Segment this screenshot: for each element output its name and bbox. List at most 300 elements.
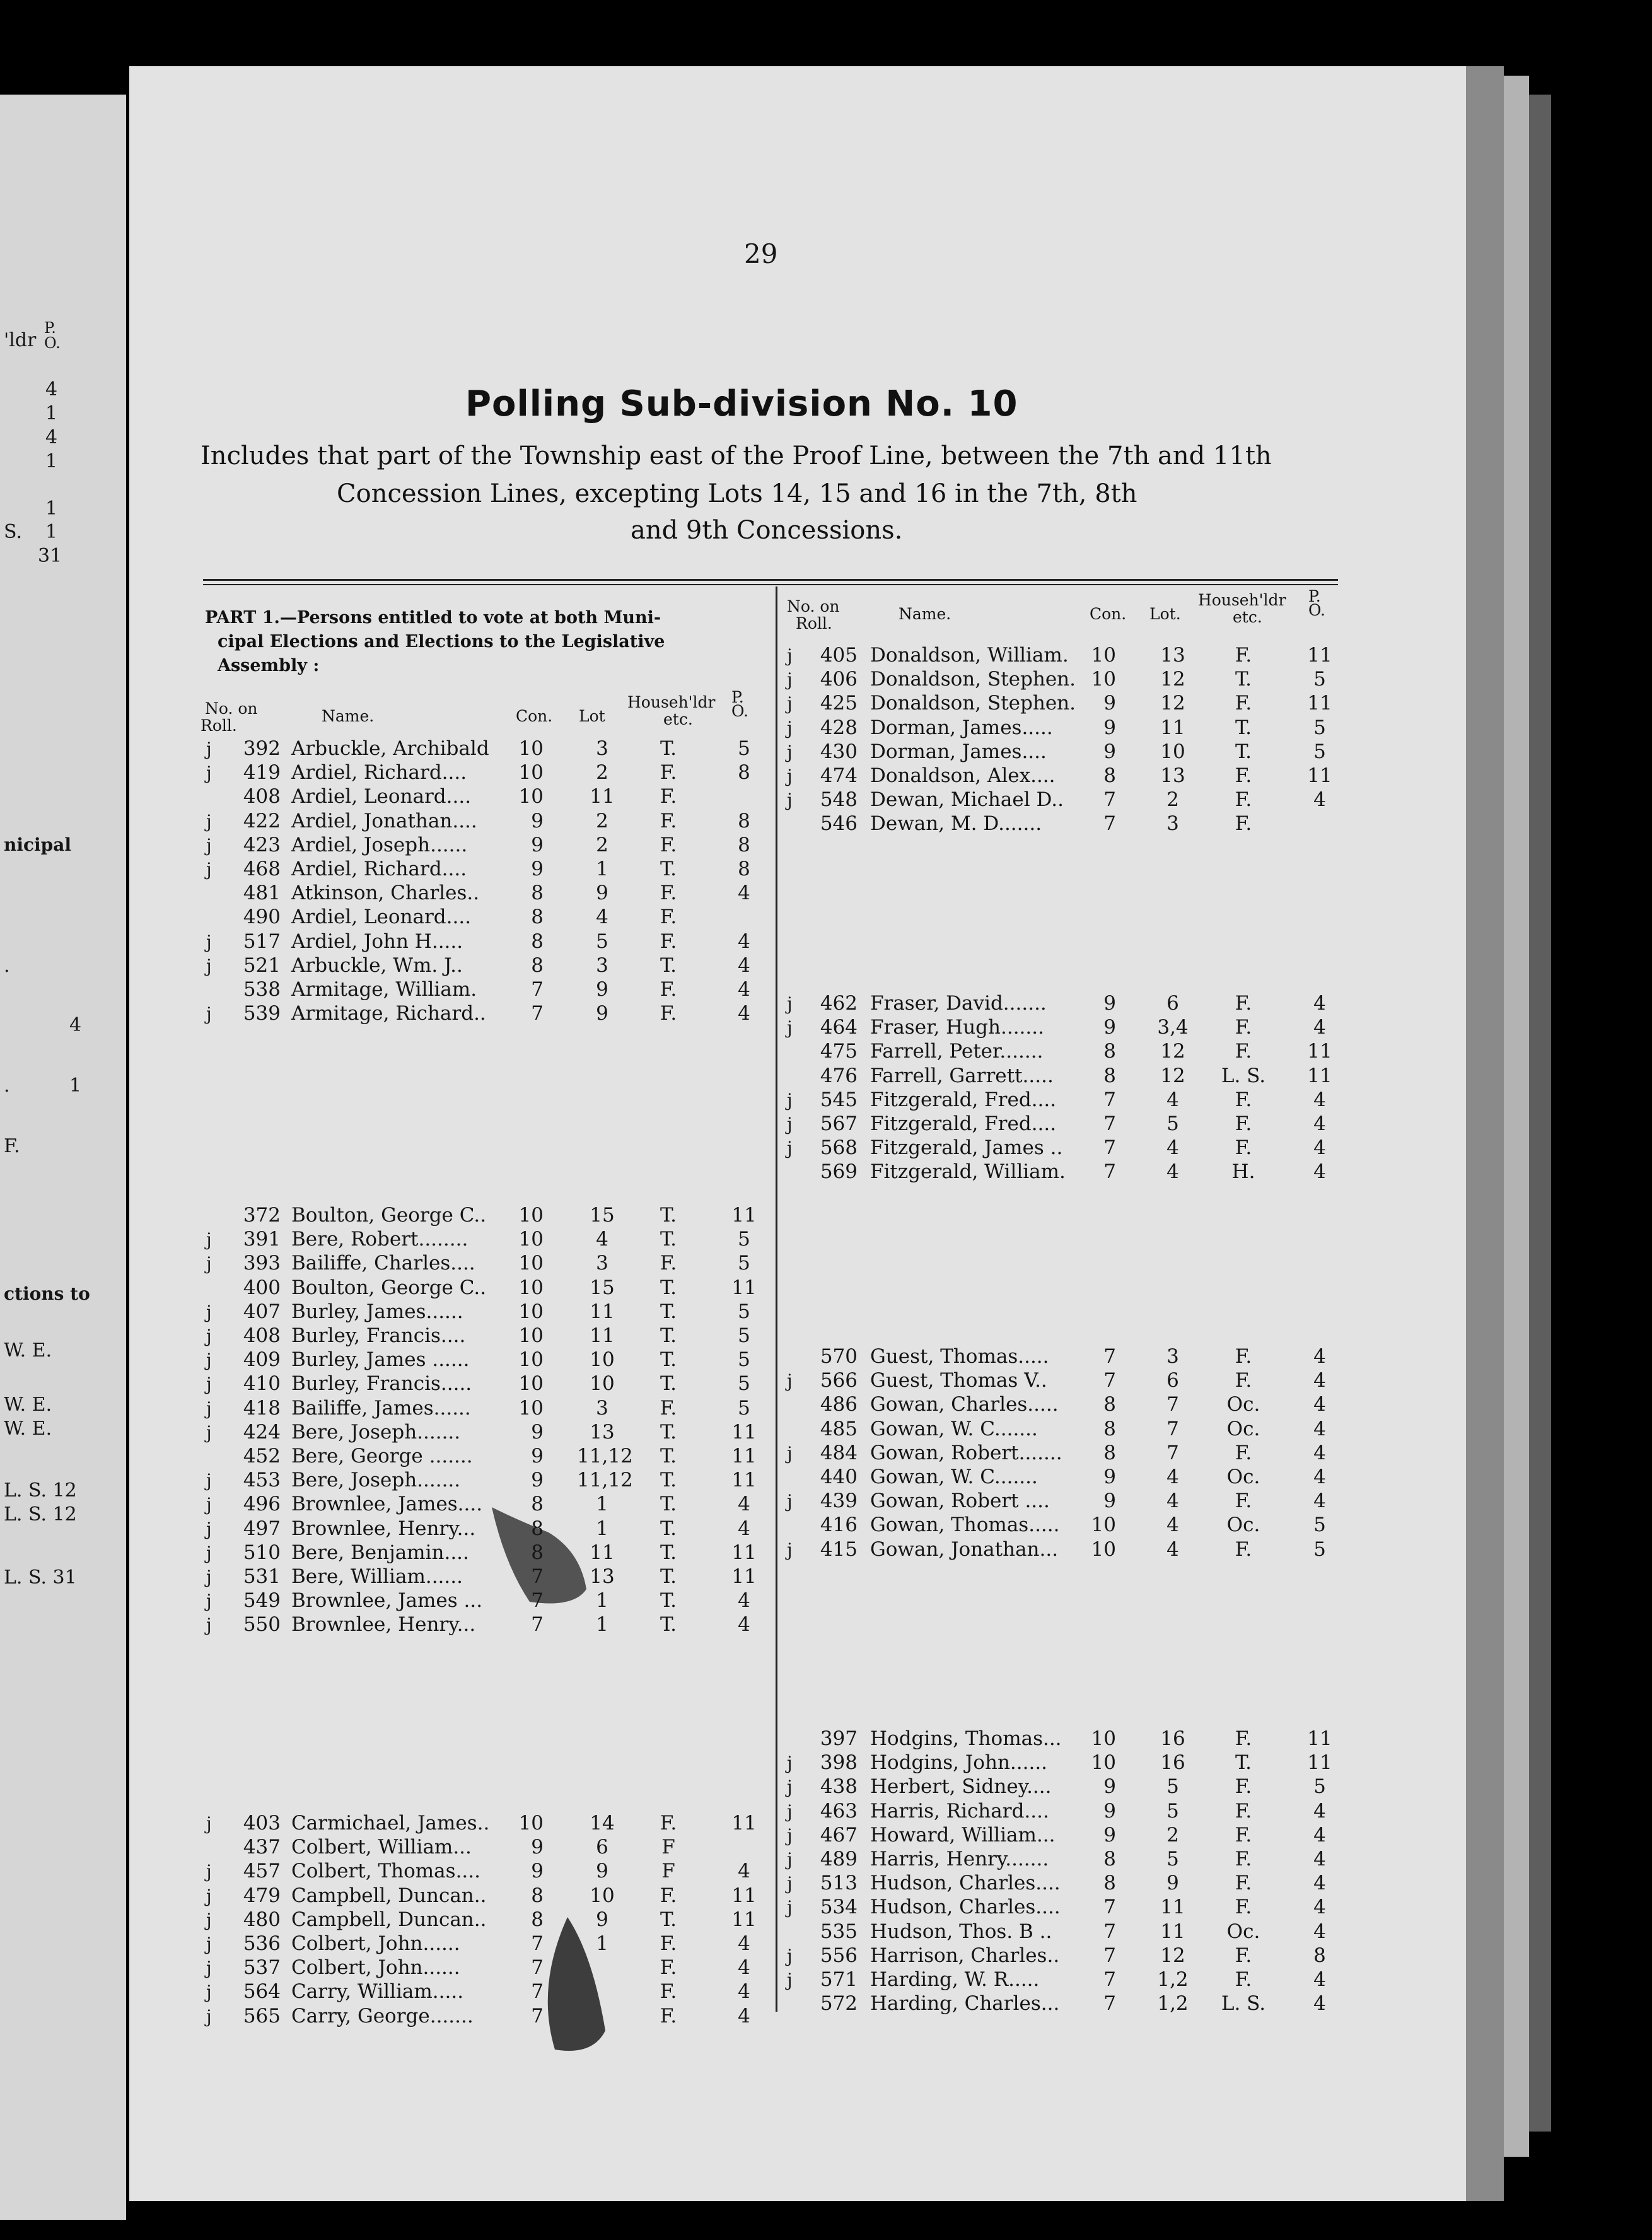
post-office: 4: [738, 1517, 750, 1540]
prev-page-fragment: .: [4, 1075, 10, 1097]
concession: 7: [1103, 1896, 1116, 1919]
lot-number: 1: [596, 1932, 608, 1955]
post-office: 4: [1313, 1393, 1326, 1416]
concession: 9: [1103, 716, 1116, 739]
concession: 10: [518, 1396, 544, 1420]
voter-name: Fitzgerald, William.: [870, 1160, 1066, 1184]
lot-number: 11: [590, 1300, 615, 1323]
householder-status: F.: [1235, 1537, 1252, 1561]
part-heading-3: Assembly :: [218, 656, 320, 675]
lot-number: 15: [590, 1276, 615, 1299]
roll-number: 392: [243, 737, 281, 760]
post-office: 8: [1313, 1944, 1326, 1967]
concession: 9: [531, 1836, 544, 1859]
marker-j: j: [206, 931, 212, 952]
lot-number: 3: [596, 1252, 608, 1275]
roll-number: 463: [820, 1799, 858, 1823]
concession: 10: [1091, 1537, 1116, 1561]
roll-number: 546: [820, 812, 858, 836]
prev-page-fragment: 1: [45, 402, 58, 424]
voter-name: Ardiel, John H.....: [291, 930, 463, 953]
voter-name: Burley, James......: [291, 1300, 463, 1323]
householder-status: F.: [660, 1884, 677, 1907]
voter-name: Gowan, W. C.......: [870, 1417, 1038, 1440]
post-office: 8: [738, 858, 750, 880]
householder-status: F.: [660, 1980, 677, 2004]
post-office: 11: [731, 1812, 757, 1835]
lot-number: 13: [1160, 764, 1185, 787]
voter-row: [0, 1251, 1652, 1276]
voter-name: Donaldson, Alex....: [870, 764, 1056, 787]
lot-number: 3: [1166, 812, 1179, 836]
post-office: 11: [731, 1884, 757, 1907]
roll-number: 416: [820, 1514, 858, 1537]
post-office: 4: [1313, 1823, 1326, 1846]
prev-page-fragment: L. S. 31: [4, 1566, 77, 1589]
lot-number: 5: [1166, 1775, 1179, 1799]
voter-name: Campbell, Duncan..: [291, 1908, 487, 1931]
householder-status: F.: [660, 1002, 677, 1025]
householder-status: F.: [1235, 1016, 1252, 1039]
householder-status: F.: [1235, 644, 1252, 667]
roll-number: 510: [243, 1541, 281, 1564]
lot-number: 2: [1166, 788, 1179, 812]
householder-status: F.: [1235, 764, 1252, 787]
lot-number: 9: [596, 1002, 608, 1025]
concession: 10: [1091, 1727, 1116, 1750]
post-office: 5: [738, 1228, 750, 1251]
voter-name: Ardiel, Leonard....: [291, 906, 472, 929]
concession: 7: [531, 1932, 544, 1955]
post-office: 11: [731, 1445, 757, 1467]
householder-status: T.: [1235, 716, 1252, 739]
voter-row: [0, 1775, 1652, 1799]
householder-status: Oc.: [1226, 1393, 1260, 1416]
voter-name: Donaldson, Stephen.: [870, 692, 1076, 715]
post-office: 5: [738, 1300, 750, 1323]
prev-page-fragment: F.: [4, 1135, 20, 1157]
lot-number: 4: [596, 1228, 608, 1251]
roll-number: 572: [820, 1992, 858, 2015]
post-office: 4: [1313, 1441, 1326, 1464]
householder-status: F.: [1235, 1848, 1252, 1870]
voter-row: [0, 1613, 1652, 1637]
householder-status: T.: [660, 1908, 677, 1931]
roll-number: 490: [243, 906, 281, 929]
post-office: 11: [1307, 1751, 1332, 1775]
householder-status: Oc.: [1226, 1417, 1260, 1440]
voter-name: Fraser, David.......: [870, 992, 1047, 1015]
voter-name: Bere, George .......: [291, 1445, 473, 1467]
post-office: 5: [738, 1252, 750, 1275]
marker-j: j: [787, 1800, 793, 1822]
householder-status: T.: [660, 1324, 677, 1347]
roll-number: 428: [820, 716, 858, 739]
concession: 8: [531, 882, 544, 905]
concession: 7: [1103, 1136, 1116, 1160]
roll-number: 485: [820, 1417, 858, 1440]
prev-page-fragment: S.: [4, 521, 23, 543]
marker-j: j: [787, 693, 793, 715]
prev-page-fragment: 1: [45, 521, 58, 543]
roll-number: 462: [820, 992, 858, 1015]
voter-name: Farrell, Peter.......: [870, 1040, 1044, 1063]
lot-number: 2: [1166, 1823, 1179, 1846]
post-office: 4: [1313, 1992, 1326, 2015]
voter-row: [0, 667, 1652, 692]
post-office: 8: [738, 809, 750, 832]
lot-number: 9: [596, 978, 608, 1001]
roll-number: 549: [243, 1589, 281, 1613]
prev-page-fragment: nicipal: [4, 834, 72, 855]
voter-name: Armitage, William.: [291, 978, 477, 1001]
householder-status: Oc.: [1226, 1920, 1260, 1943]
marker-j: j: [206, 1885, 212, 1906]
voter-row: [0, 1513, 1652, 1537]
voter-name: Ardiel, Richard....: [291, 761, 467, 785]
prev-page-fragment: W. E.: [4, 1418, 52, 1440]
concession: 9: [1103, 1823, 1116, 1846]
post-office: 4: [1313, 1490, 1326, 1513]
roll-number: 566: [820, 1369, 858, 1392]
lot-number: 5: [1166, 1112, 1179, 1135]
householder-status: F.: [1235, 992, 1252, 1015]
marker-j: j: [787, 1824, 793, 1846]
marker-j: j: [206, 810, 212, 832]
lot-number: 7: [1166, 1417, 1179, 1440]
householder-status: F.: [1235, 1441, 1252, 1464]
roll-number: 479: [243, 1884, 281, 1907]
voter-name: Bailiffe, Charles....: [291, 1252, 475, 1275]
householder-status: F.: [1235, 1944, 1252, 1967]
lot-number: 3,4: [1157, 1016, 1189, 1039]
prev-page-fragment: L. S. 12: [4, 1503, 77, 1525]
voter-row: [0, 1203, 1652, 1228]
voter-name: Boulton, George C..: [291, 1276, 487, 1299]
lot-number: 4: [1166, 1136, 1179, 1160]
concession: 10: [518, 1252, 544, 1275]
post-office: 4: [738, 1002, 750, 1025]
post-office: 4: [738, 1860, 750, 1883]
concession: 9: [1103, 1799, 1116, 1823]
concession: 8: [1103, 1417, 1116, 1440]
voter-row: [0, 788, 1652, 812]
marker-j: j: [787, 741, 793, 762]
post-office: 4: [738, 954, 750, 977]
concession: 10: [518, 785, 544, 808]
col-header-po: P. O.: [1308, 587, 1325, 619]
roll-number: 406: [820, 668, 858, 691]
lot-number: 13: [590, 1420, 615, 1444]
householder-status: F.: [660, 785, 677, 808]
voter-row: [0, 991, 1652, 1016]
roll-number: 537: [243, 1956, 281, 1980]
concession: 7: [531, 978, 544, 1001]
marker-j: j: [206, 738, 212, 759]
lot-number: 4: [1166, 1490, 1179, 1513]
concession: 8: [531, 930, 544, 953]
col-header-con: Con.: [516, 707, 553, 725]
voter-name: Atkinson, Charles..: [291, 882, 480, 905]
lot-number: 12: [1160, 1944, 1185, 1967]
marker-j: j: [206, 1397, 212, 1419]
householder-status: T.: [660, 1228, 677, 1251]
post-office: 11: [1307, 692, 1332, 715]
voter-name: Gowan, Charles.....: [870, 1393, 1059, 1416]
householder-status: T.: [660, 1613, 677, 1636]
householder-status: F.: [660, 809, 677, 832]
marker-j: j: [206, 1861, 212, 1882]
marker-j: j: [787, 1089, 793, 1111]
householder-status: T.: [1235, 740, 1252, 763]
post-office: 4: [738, 1932, 750, 1955]
householder-status: F.: [660, 1932, 677, 1955]
householder-status: F.: [1235, 1727, 1252, 1750]
concession: 10: [518, 1372, 544, 1396]
voter-row: [0, 1300, 1652, 1324]
marker-j: j: [206, 1326, 212, 1346]
voter-name: Bere, William......: [291, 1565, 463, 1588]
concession: 10: [518, 1276, 544, 1299]
col-header-name: Name.: [322, 707, 375, 725]
voter-row: [0, 812, 1652, 836]
householder-status: F.: [1235, 812, 1252, 836]
voter-name: Bere, Joseph.......: [291, 1469, 461, 1492]
marker-j: j: [787, 766, 793, 786]
roll-number: 372: [243, 1204, 281, 1227]
lot-number: 4: [1166, 1537, 1179, 1561]
voter-name: Carry, George.......: [291, 2004, 474, 2027]
roll-number: 475: [820, 1040, 858, 1063]
marker-j: j: [787, 1753, 793, 1774]
lot-number: 3: [596, 737, 608, 760]
marker-j: j: [206, 1981, 212, 2003]
roll-number: 452: [243, 1445, 281, 1467]
concession: 7: [1103, 1992, 1116, 2015]
concession: 7: [531, 1956, 544, 1980]
householder-status: Oc.: [1226, 1466, 1260, 1488]
concession: 7: [1103, 1369, 1116, 1392]
concession: 10: [518, 1228, 544, 1251]
roll-number: 539: [243, 1002, 281, 1025]
lot-number: 10: [1160, 740, 1185, 763]
post-office: 4: [738, 2004, 750, 2027]
householder-status: F.: [660, 761, 677, 785]
lot-number: 9: [596, 882, 608, 905]
lot-number: 2: [596, 809, 608, 832]
marker-j: j: [206, 1518, 212, 1539]
voter-row: [0, 740, 1652, 764]
concession: 10: [518, 1300, 544, 1323]
marker-j: j: [206, 859, 212, 880]
lot-number: 10: [590, 1884, 615, 1907]
voter-row: [0, 1039, 1652, 1064]
post-office: 5: [1313, 740, 1326, 763]
concession: 7: [1103, 1920, 1116, 1943]
roll-number: 393: [243, 1252, 281, 1275]
lot-number: 1: [596, 1493, 608, 1516]
householder-status: T.: [660, 1204, 677, 1227]
householder-status: F.: [660, 1252, 677, 1275]
voter-row: [0, 1160, 1652, 1184]
voter-row: [0, 881, 1652, 906]
prev-page-fragment: ctions to: [4, 1283, 90, 1304]
householder-status: F.: [660, 2004, 677, 2027]
concession: 10: [518, 761, 544, 785]
marker-j: j: [206, 1470, 212, 1491]
roll-number: 480: [243, 1908, 281, 1931]
post-office: 11: [731, 1276, 757, 1299]
concession: 10: [518, 1204, 544, 1227]
roll-number: 496: [243, 1493, 281, 1516]
voter-name: Armitage, Richard..: [291, 1002, 486, 1025]
intro-line-3: and 9th Concessions.: [631, 516, 903, 545]
householder-status: F.: [660, 906, 677, 929]
lot-number: 11: [1160, 1920, 1185, 1943]
householder-status: F.: [1235, 1968, 1252, 1991]
prev-page-fragment: 'ldr: [4, 329, 37, 351]
post-office: 4: [738, 1956, 750, 1980]
concession: 8: [1103, 1848, 1116, 1870]
roll-number: 437: [243, 1836, 281, 1859]
roll-number: 423: [243, 833, 281, 856]
roll-number: 408: [243, 785, 281, 808]
post-office: 11: [1307, 1040, 1332, 1063]
col-header-etc: etc.: [1233, 608, 1262, 626]
concession: 8: [1103, 1872, 1116, 1895]
lot-number: 6: [1166, 992, 1179, 1015]
roll-number: 422: [243, 809, 281, 832]
post-office: 4: [738, 882, 750, 905]
concession: 10: [1091, 644, 1116, 667]
lot-number: 10: [590, 1348, 615, 1372]
roll-number: 398: [820, 1751, 858, 1775]
post-office: 4: [1313, 1417, 1326, 1440]
lot-number: 5: [1166, 1799, 1179, 1823]
concession: 10: [518, 1324, 544, 1347]
householder-status: F.: [1235, 1775, 1252, 1799]
voter-name: Colbert, John......: [291, 1932, 460, 1955]
col-header-po: P. O.: [731, 688, 748, 720]
roll-number: 403: [243, 1812, 281, 1835]
roll-number: 391: [243, 1228, 281, 1251]
col-header-no-roll: No. on: [787, 597, 840, 615]
lot-number: 5: [596, 930, 608, 953]
marker-j: j: [206, 834, 212, 856]
householder-status: F.: [1235, 1896, 1252, 1919]
roll-number: 484: [820, 1441, 858, 1464]
householder-status: T.: [660, 1541, 677, 1564]
concession: 9: [1103, 740, 1116, 763]
householder-status: F.: [1235, 1136, 1252, 1160]
voter-name: Fraser, Hugh.......: [870, 1016, 1044, 1039]
householder-status: F.: [660, 1956, 677, 1980]
roll-number: 564: [243, 1980, 281, 2004]
prev-page-fragment: 31: [38, 545, 62, 567]
householder-status: T.: [660, 858, 677, 880]
voter-row: [0, 1276, 1652, 1300]
marker-j: j: [787, 1945, 793, 1966]
lot-number: 9: [1166, 1872, 1179, 1895]
col-header-etc: etc.: [663, 710, 693, 728]
voter-name: Bere, Robert........: [291, 1228, 468, 1251]
concession: 9: [531, 809, 544, 832]
roll-number: 464: [820, 1016, 858, 1039]
post-office: 11: [731, 1469, 757, 1492]
voter-row: [0, 1015, 1652, 1040]
lot-number: 10: [590, 1372, 615, 1396]
householder-status: F.: [1235, 1345, 1252, 1368]
voter-name: Hodgins, John......: [870, 1751, 1048, 1775]
marker-j: j: [787, 1849, 793, 1870]
voter-row: [0, 1895, 1652, 1920]
marker-j: j: [206, 2005, 212, 2027]
post-office: 11: [731, 1204, 757, 1227]
lot-number: 1: [596, 858, 608, 880]
lot-number: 6: [596, 1836, 608, 1859]
householder-status: T.: [660, 1445, 677, 1467]
concession: 7: [1103, 1088, 1116, 1111]
householder-status: T.: [660, 1493, 677, 1516]
post-office: 4: [1313, 1345, 1326, 1368]
voter-row: [0, 1088, 1652, 1112]
concession: 8: [1103, 764, 1116, 787]
lot-number: 11: [1160, 1896, 1185, 1919]
householder-status: F.: [660, 930, 677, 953]
concession: 8: [531, 1908, 544, 1931]
voter-name: Hudson, Thos. B ..: [870, 1920, 1052, 1943]
roll-number: 568: [820, 1136, 858, 1160]
householder-status: L. S.: [1221, 1992, 1266, 2015]
voter-row: [0, 1112, 1652, 1136]
top-rule-double: [203, 584, 1338, 585]
voter-row: [0, 1368, 1652, 1393]
voter-row: [0, 716, 1652, 740]
prev-page-fragment: 4: [45, 378, 58, 400]
marker-j: j: [206, 1909, 212, 1930]
householder-status: T.: [660, 1469, 677, 1492]
lot-number: 4: [1166, 1088, 1179, 1111]
voter-name: Boulton, George C..: [291, 1204, 487, 1227]
voter-row: [0, 1489, 1652, 1514]
voter-row: [0, 905, 1652, 930]
householder-status: F.: [1235, 788, 1252, 812]
voter-name: Colbert, William...: [291, 1836, 472, 1859]
post-office: 4: [1313, 1369, 1326, 1392]
post-office: 4: [1313, 1968, 1326, 1991]
voter-name: Gowan, Robert ....: [870, 1490, 1050, 1513]
marker-j: j: [787, 790, 793, 811]
roll-number: 536: [243, 1932, 281, 1955]
concession: 9: [531, 833, 544, 856]
post-office: 4: [1313, 1848, 1326, 1870]
householder-status: T.: [1235, 1751, 1252, 1775]
marker-j: j: [206, 1350, 212, 1371]
voter-name: Carmichael, James..: [291, 1812, 490, 1835]
householder-status: F.: [660, 1396, 677, 1420]
marker-j: j: [787, 1897, 793, 1918]
roll-number: 565: [243, 2004, 281, 2027]
marker-j: j: [206, 1494, 212, 1515]
marker-j: j: [206, 1590, 212, 1612]
concession: 8: [531, 1884, 544, 1907]
householder-status: T.: [660, 1565, 677, 1588]
householder-status: T.: [660, 1348, 677, 1372]
voter-row: [0, 1064, 1652, 1088]
col-header-roll: Roll.: [796, 614, 832, 633]
post-office: 8: [738, 761, 750, 785]
concession: 8: [1103, 1441, 1116, 1464]
